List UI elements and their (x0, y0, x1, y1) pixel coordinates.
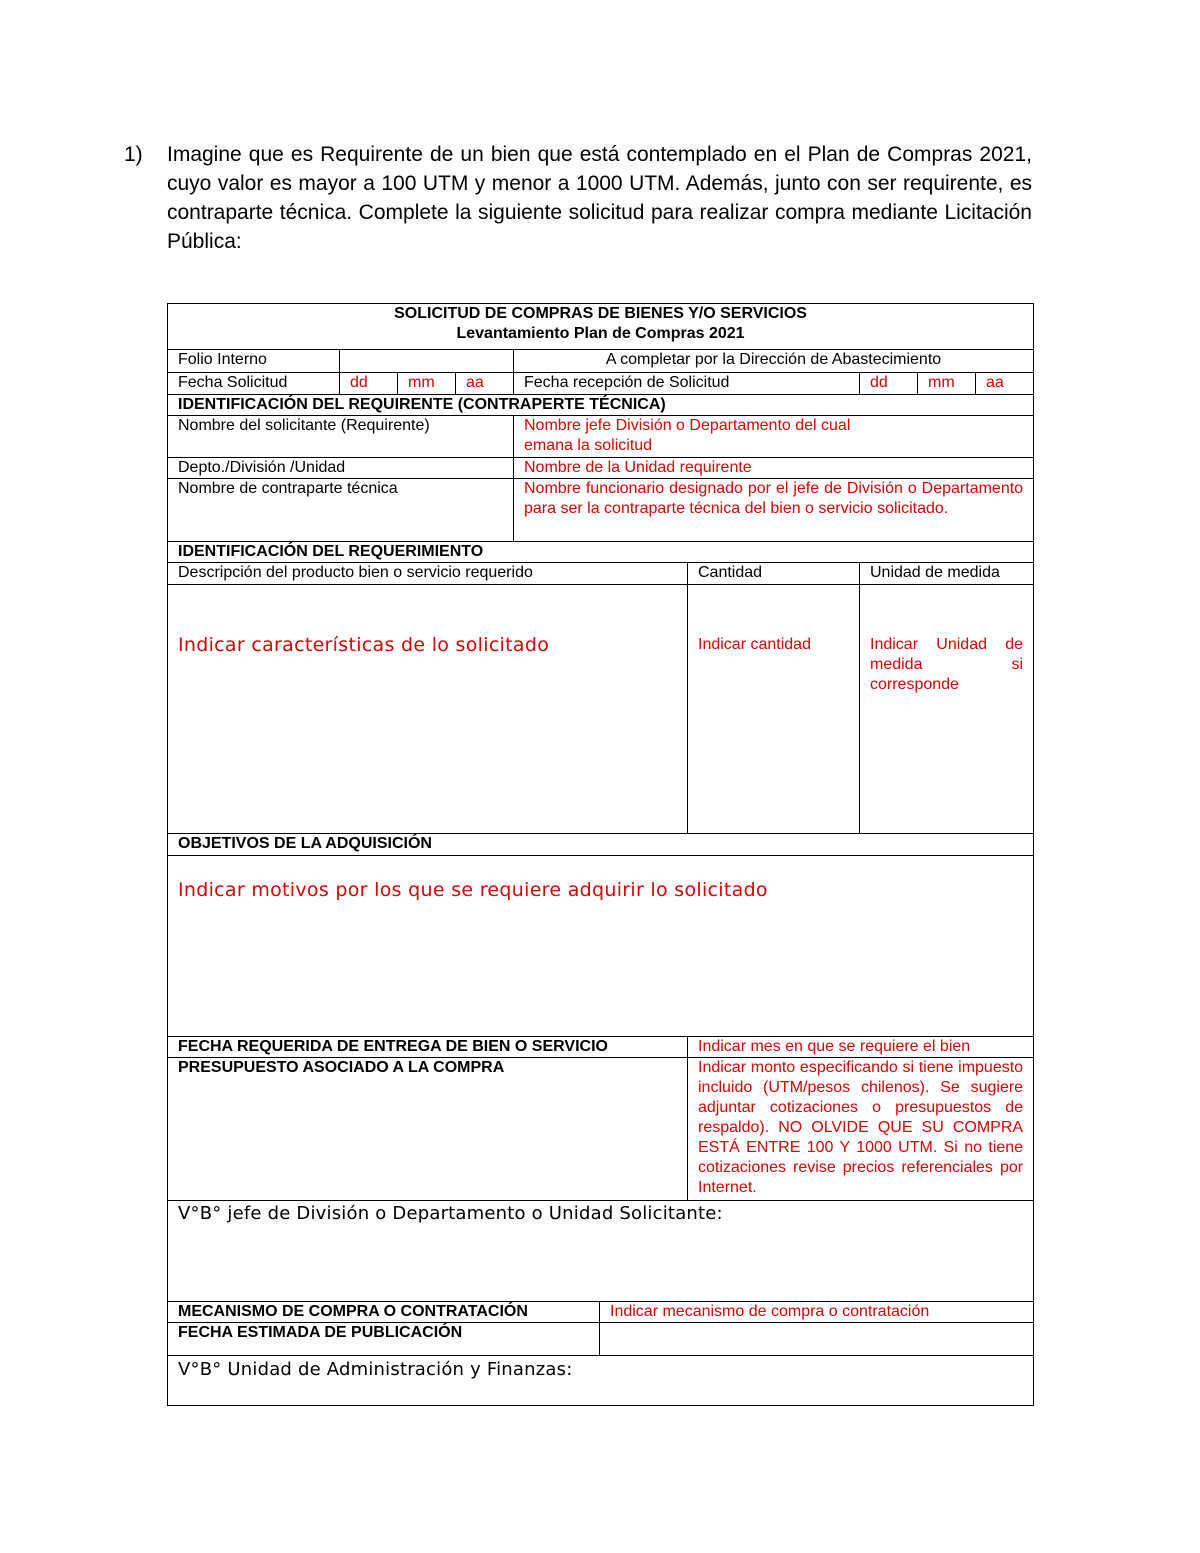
vb-jefe-signature[interactable]: V°B° jefe de División o Departamento o Unidad Solicitante: (168, 1201, 1034, 1302)
instruction-text: Imagine que es Requirente de un bien que está contemplado en el Plan de Compras 2021, cuyo valor es mayor a 100 UTM y menor a 1000 UTM. Además, junto con ser requirente, es contraparte técnica. Complete la siguiente solicitud para realizar compra mediante Licitación Pública: (167, 143, 1032, 253)
solicitante-value[interactable]: Nombre jefe División o Departamento del cual emana la solicitud (514, 416, 1034, 458)
form-table (167, 303, 1034, 1406)
fecha-solicitud-mm[interactable]: mm (398, 373, 456, 395)
fecha-publicacion-row (168, 1323, 1034, 1356)
fecha-solicitud-aa[interactable]: aa (456, 373, 514, 395)
objetivos-value[interactable]: Indicar motivos por los que se requiere adquirir lo solicitado (168, 856, 1034, 1037)
solicitante-row (168, 416, 1034, 458)
solicitante-label: Nombre del solicitante (Requirente) (168, 416, 514, 458)
requerimiento-columns-row (168, 563, 1034, 585)
fecha-entrega-row (168, 1037, 1034, 1058)
instruction-number: 1) (124, 143, 143, 166)
folio-label: Folio Interno (168, 350, 340, 373)
depto-value[interactable]: Nombre de la Unidad requirente (514, 458, 1034, 479)
presupuesto-value[interactable]: Indicar monto especificando si tiene impuesto incluido (UTM/pesos chilenos). Se sugiere adjuntar cotizaciones o presupuestos de respaldo). NO OLVIDE QUE SU COMPRA ESTÁ ENTRE 100 Y 1000 UTM. Si no tiene cotizaciones revise precios referenciales por Internet. (688, 1058, 1034, 1201)
section-requerimiento-heading: IDENTIFICACIÓN DEL REQUERIMIENTO (168, 542, 1034, 563)
vb-finanzas-signature[interactable]: V°B° Unidad de Administración y Finanzas: (168, 1356, 1034, 1406)
unidad-value[interactable]: Indicar Unidad de medida si corresponde (860, 585, 1034, 834)
section-requirente-row (168, 395, 1034, 416)
mecanismo-label: MECANISMO DE COMPRA O CONTRATACIÓN (168, 1302, 600, 1323)
folio-note: A completar por la Dirección de Abastecimiento (514, 350, 1034, 373)
vb-finanzas-row (168, 1356, 1034, 1406)
col-unidad-header: Unidad de medida (860, 563, 1034, 585)
descripcion-value[interactable]: Indicar características de lo solicitado (168, 585, 688, 834)
fecha-entrega-value[interactable]: Indicar mes en que se requiere el bien (688, 1037, 1034, 1058)
cantidad-value[interactable]: Indicar cantidad (688, 585, 860, 834)
dates-row (168, 373, 1034, 395)
fecha-publicacion-input[interactable] (600, 1323, 1034, 1356)
form-header-cell (168, 304, 1034, 350)
fecha-recepcion-mm[interactable]: mm (918, 373, 976, 395)
col-cantidad-header: Cantidad (688, 563, 860, 585)
col-descripcion-header: Descripción del producto bien o servicio requerido (168, 563, 688, 585)
fecha-recepcion-aa[interactable]: aa (976, 373, 1034, 395)
section-objetivos-heading: OBJETIVOS DE LA ADQUISICIÓN (168, 834, 1034, 856)
presupuesto-label: PRESUPUESTO ASOCIADO A LA COMPRA (168, 1058, 688, 1201)
contraparte-row (168, 479, 1034, 542)
contraparte-label: Nombre de contraparte técnica (168, 479, 514, 542)
mecanismo-value[interactable]: Indicar mecanismo de compra o contratación (600, 1302, 1034, 1323)
purchase-request-form (167, 303, 1033, 1406)
folio-row (168, 350, 1034, 373)
form-title: SOLICITUD DE COMPRAS DE BIENES Y/O SERVICIOS (394, 305, 807, 322)
section-requerimiento-row (168, 542, 1034, 563)
fecha-recepcion-dd[interactable]: dd (860, 373, 918, 395)
fecha-publicacion-label: FECHA ESTIMADA DE PUBLICACIÓN (168, 1323, 600, 1356)
section-requirente-heading: IDENTIFICACIÓN DEL REQUIRENTE (CONTRAPERTE TÉCNICA) (168, 395, 1034, 416)
fecha-solicitud-label: Fecha Solicitud (168, 373, 340, 395)
presupuesto-row (168, 1058, 1034, 1201)
depto-label: Depto./División /Unidad (168, 458, 514, 479)
objetivos-value-row (168, 856, 1034, 1037)
section-objetivos-row (168, 834, 1034, 856)
requerimiento-values-row (168, 585, 1034, 834)
depto-row (168, 458, 1034, 479)
vb-jefe-row (168, 1201, 1034, 1302)
form-header-row (168, 304, 1034, 350)
fecha-recepcion-label: Fecha recepción de Solicitud (514, 373, 860, 395)
form-subtitle: Levantamiento Plan de Compras 2021 (456, 325, 745, 342)
mecanismo-row (168, 1302, 1034, 1323)
fecha-solicitud-dd[interactable]: dd (340, 373, 398, 395)
folio-input[interactable] (340, 350, 514, 373)
fecha-entrega-label: FECHA REQUERIDA DE ENTREGA DE BIEN O SERVICIO (168, 1037, 688, 1058)
contraparte-value[interactable]: Nombre funcionario designado por el jefe de División o Departamento para ser la contraparte técnica del bien o servicio solicitado. (514, 479, 1034, 542)
